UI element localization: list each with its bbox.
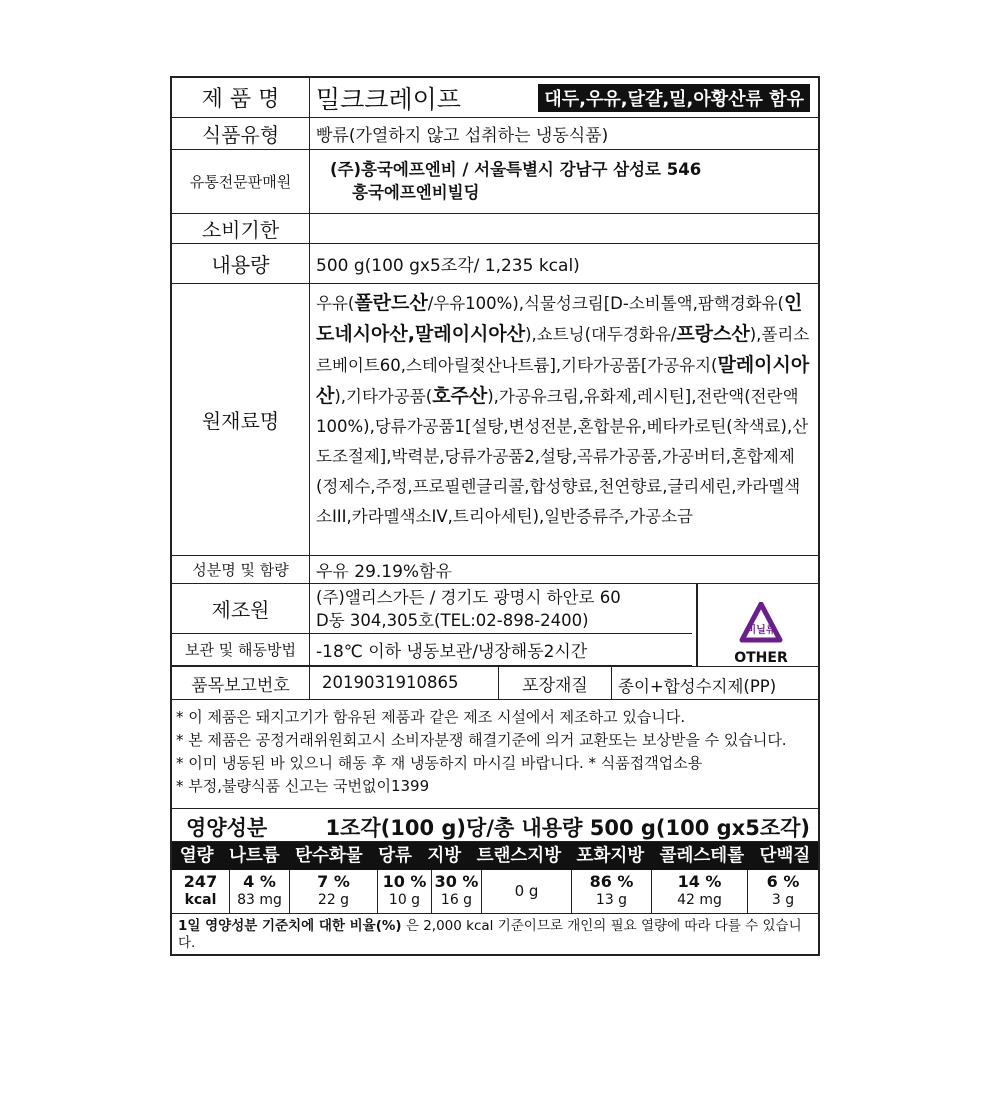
footnote-rest: 은 2,000 kcal 기준이므로 개인의 필요 열량에 따라 다를 수 있습니다. bbox=[178, 918, 802, 951]
nutrition-title: 영양성분 bbox=[186, 816, 268, 840]
nutrition-serving: 1조각(100 g)당/총 내용량 500 g(100 gx5조각) bbox=[325, 816, 810, 840]
notice-line: * 부정,불량식품 신고는 국번없이1399 bbox=[176, 777, 430, 795]
expiry-value bbox=[316, 214, 814, 243]
maker-line2: D동 304,305호(TEL:02-898-2400) bbox=[316, 611, 589, 630]
distributor-info bbox=[330, 158, 701, 204]
nutrient-header: 콜레스테롤 bbox=[659, 846, 745, 866]
row-food-type bbox=[172, 118, 818, 150]
origin-text: 프랑스산 bbox=[676, 323, 750, 345]
kcal-value: 247 bbox=[183, 872, 218, 891]
nutrient-pct: 10 % bbox=[382, 872, 427, 891]
row-content bbox=[172, 244, 818, 284]
nutrient-header: 열량 bbox=[179, 846, 214, 866]
notice-line: * 이 제품은 돼지고기가 함유된 제품과 같은 제조 시설에서 제조하고 있습니다. bbox=[176, 708, 686, 726]
component-header: 성분명 및 함량 bbox=[172, 556, 310, 583]
recycle-icon bbox=[734, 602, 788, 648]
origin-text: 인도네시아산,말레이시아산 bbox=[316, 292, 803, 345]
recycle-text: 비닐류 bbox=[746, 625, 776, 636]
storage-value: -18℃ 이하 냉동보관/냉장해동2시간 bbox=[316, 642, 588, 662]
nutrient-header: 당류 bbox=[378, 846, 412, 866]
nutrient-header: 나트륨 bbox=[228, 846, 280, 866]
notice-line: * 본 제품은 공정거래위원회고시 소비자분쟁 해결기준에 의거 교환또는 보상받을 수 있습니다. bbox=[176, 731, 787, 749]
product-name-header: 제 품 명 bbox=[172, 78, 310, 117]
nutrient-cell-kcal bbox=[172, 870, 230, 913]
recycle-divider bbox=[696, 584, 698, 666]
origin-text: 호주산 bbox=[432, 385, 488, 407]
kcal-unit: kcal bbox=[184, 892, 217, 908]
footnote-bold: 1일 영양성분 기준치에 대한 비율(%) bbox=[178, 918, 402, 934]
ingr-part: 우유( bbox=[316, 294, 355, 313]
component-value: 우유 29.19%함유 bbox=[316, 562, 452, 582]
expiry-header: 소비기한 bbox=[172, 214, 310, 243]
ingr-part: ),쇼트닝(대두경화유/ bbox=[525, 325, 677, 344]
distributor-line1: (주)흥국에프엔비 / 서울특별시 강남구 삼성로 546 bbox=[330, 160, 702, 179]
packaging-header: 포장재질 bbox=[498, 667, 612, 699]
ingr-part: /우유100%),식물성크림[D-소비톨액,팜핵경화유( bbox=[427, 294, 784, 313]
ingredients-text bbox=[316, 288, 812, 532]
notices bbox=[176, 706, 814, 798]
row-component bbox=[172, 556, 818, 584]
nutrient-pct: 6 % bbox=[766, 872, 800, 891]
report-header: 품목보고번호 bbox=[172, 667, 310, 699]
maker-header: 제조원 bbox=[172, 584, 310, 633]
origin-text: 말레이시아산 bbox=[316, 354, 810, 407]
food-type: 빵류(가열하지 않고 섭취하는 냉동식품) bbox=[316, 126, 609, 146]
nutrient-amount: 13 g bbox=[595, 892, 628, 908]
row-ingredients bbox=[172, 284, 818, 556]
nutrient-header: 탄수화물 bbox=[295, 846, 363, 866]
nutrition-title-row bbox=[172, 808, 818, 842]
food-label bbox=[170, 76, 820, 956]
row-expiry bbox=[172, 214, 818, 244]
allergen-badge: 대두,우유,달걀,밀,아황산류 함유 bbox=[538, 84, 810, 112]
nutrient-cell-chol bbox=[652, 870, 748, 913]
row-product-name bbox=[172, 78, 818, 118]
origin-text: 폴란드산 bbox=[354, 292, 428, 314]
nutrient-amount: 22 g bbox=[317, 892, 350, 908]
nutrient-amount: 42 mg bbox=[677, 892, 722, 908]
nutrient-pct: 30 % bbox=[434, 872, 479, 891]
nutrient-header: 단백질 bbox=[759, 846, 811, 866]
ingr-part: ),폴리소르베이트60,스테아릴젖산나트륨],기타가공품[가공유지( bbox=[316, 325, 810, 375]
nutrient-header: 포화지방 bbox=[576, 846, 645, 866]
maker-line1: (주)앨리스가든 / 경기도 광명시 하안로 60 bbox=[316, 588, 621, 607]
product-name: 밀크크레이프 bbox=[316, 84, 461, 114]
content-header: 내용량 bbox=[172, 244, 310, 283]
nutrition-values-row bbox=[172, 870, 818, 914]
nutrient-cell-carb bbox=[290, 870, 378, 913]
nutrient-header: 지방 bbox=[427, 846, 462, 866]
row-report bbox=[172, 666, 818, 700]
ingr-part: ),가공유크림,유화제,레시틴],전란액(전란액100%),당류가공품1[설탕,변성전분,혼합분유,베타카로틴(착색료),산도조절제],박력분,당류가공품2,설탕,곡류가공품,가공버터,혼합제제(정제수,주정,프로필렌글리콜,합성향료,천연향료,글리세린,카라멜색소III,카라멜색소IV,트리아세틴),일반증류주,가공소금 bbox=[316, 387, 809, 526]
nutrient-cell-sodium bbox=[230, 870, 290, 913]
nutrient-amount: 16 g bbox=[440, 892, 473, 908]
ingredients-header: 원재료명 bbox=[172, 284, 310, 555]
report-number: 2019031910865 bbox=[322, 673, 459, 692]
nutrient-amount: 3 g bbox=[771, 892, 795, 908]
nutrient-cell-fat bbox=[432, 870, 482, 913]
nutrient-amount: 83 mg bbox=[237, 892, 282, 908]
nutrient-cell-sugar bbox=[378, 870, 432, 913]
nutrient-cell-protein bbox=[748, 870, 818, 913]
food-type-header: 식품유형 bbox=[172, 118, 310, 149]
row-distributor bbox=[172, 150, 818, 214]
content-value: 500 g(100 gx5조각/ 1,235 kcal) bbox=[316, 256, 580, 276]
distributor-line2: 흥국에프엔비빌딩 bbox=[352, 183, 480, 202]
maker-info bbox=[316, 586, 621, 632]
nutrient-amount: 10 g bbox=[388, 892, 421, 908]
nutrition-header-row bbox=[172, 842, 818, 870]
nutrient-header: 트랜스지방 bbox=[476, 846, 562, 866]
nutrient-pct: 7 % bbox=[317, 872, 350, 891]
ingr-part: ),기타가공품( bbox=[334, 387, 433, 406]
nutrient-pct: 14 % bbox=[677, 872, 722, 891]
nutrition-footnote bbox=[178, 918, 812, 952]
row-maker bbox=[172, 584, 692, 634]
nutrient-cell-sat bbox=[572, 870, 652, 913]
nutrient-pct: 86 % bbox=[589, 872, 634, 891]
row-storage bbox=[172, 634, 692, 666]
distributor-header: 유통전문판매원 bbox=[172, 150, 310, 213]
storage-header: 보관 및 해동방법 bbox=[172, 634, 310, 665]
nutrient-pct: 4 % bbox=[243, 872, 276, 891]
notice-line: * 이미 냉동된 바 있으니 해동 후 재 냉동하지 마시길 바랍니다. * 식품접객업소용 bbox=[176, 754, 703, 772]
packaging-value: 종이+합성수지제(PP) bbox=[618, 677, 777, 696]
nutrient-cell-trans bbox=[482, 870, 572, 913]
recycle-other-text: OTHER bbox=[734, 650, 788, 666]
nutrient-amount: 0 g bbox=[514, 882, 539, 900]
